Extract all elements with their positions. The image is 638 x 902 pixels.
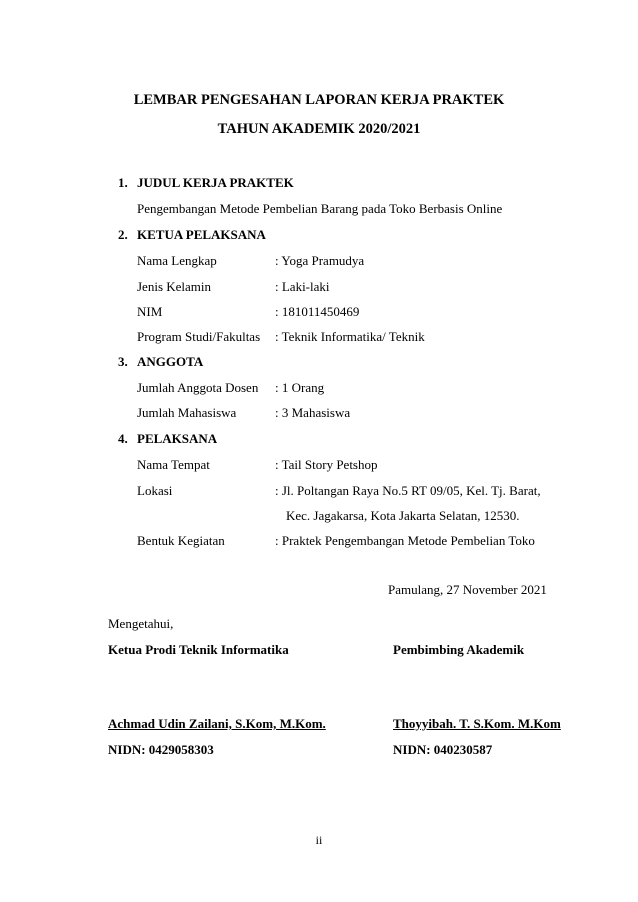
place-date: Pamulang, 27 November 2021 bbox=[388, 582, 547, 597]
field-value: : Teknik Informatika/ Teknik bbox=[275, 329, 425, 344]
page-number: ii bbox=[315, 833, 323, 847]
project-title: Pengembangan Metode Pembelian Barang pada Toko Berbasis Online bbox=[137, 201, 503, 216]
section-2-number: 2. bbox=[118, 227, 128, 242]
right-signatory-role: Pembimbing Akademik bbox=[393, 642, 525, 657]
field-value: : Praktek Pengembangan Metode Pembelian Toko bbox=[275, 533, 535, 548]
left-signatory-role: Ketua Prodi Teknik Informatika bbox=[108, 642, 289, 657]
field-value: : 3 Mahasiswa bbox=[275, 405, 351, 420]
field-label: Lokasi bbox=[137, 483, 173, 498]
section-1-heading: JUDUL KERJA PRAKTEK bbox=[137, 175, 294, 190]
field-value: : 1 Orang bbox=[275, 380, 325, 395]
acknowledgement-label: Mengetahui, bbox=[108, 616, 174, 631]
left-signatory-nidn: NIDN: 0429058303 bbox=[108, 742, 214, 757]
field-label: Program Studi/Fakultas bbox=[137, 329, 261, 344]
section-4-heading: PELAKSANA bbox=[137, 431, 218, 446]
field-label: Bentuk Kegiatan bbox=[137, 533, 225, 548]
right-signatory-name: Thoyyibah. T. S.Kom. M.Kom bbox=[393, 716, 561, 731]
field-label: Nama Tempat bbox=[137, 457, 210, 472]
section-4-number: 4. bbox=[118, 431, 128, 446]
section-2-heading: KETUA PELAKSANA bbox=[137, 227, 266, 242]
academic-year-title: TAHUN AKADEMIK 2020/2021 bbox=[217, 121, 421, 137]
document-title: LEMBAR PENGESAHAN LAPORAN KERJA PRAKTEK bbox=[133, 92, 505, 108]
left-signatory-name: Achmad Udin Zailani, S.Kom, M.Kom. bbox=[108, 716, 326, 731]
field-value: : 181011450469 bbox=[275, 304, 360, 319]
section-1-number: 1. bbox=[118, 175, 128, 190]
field-label: NIM bbox=[137, 304, 163, 319]
field-value-continuation: Kec. Jagakarsa, Kota Jakarta Selatan, 12530. bbox=[286, 508, 520, 523]
right-signatory-nidn: NIDN: 040230587 bbox=[393, 742, 493, 757]
field-value: : Jl. Poltangan Raya No.5 RT 09/05, Kel. Tj. Barat, bbox=[275, 483, 541, 498]
field-label: Jenis Kelamin bbox=[137, 279, 212, 294]
section-3-heading: ANGGOTA bbox=[137, 354, 204, 369]
field-value: : Yoga Pramudya bbox=[275, 253, 365, 268]
field-value: : Laki-laki bbox=[275, 279, 330, 294]
section-3-number: 3. bbox=[118, 354, 128, 369]
field-value: : Tail Story Petshop bbox=[275, 457, 378, 472]
field-label: Nama Lengkap bbox=[137, 253, 217, 268]
field-label: Jumlah Anggota Dosen bbox=[137, 380, 259, 395]
field-label: Jumlah Mahasiswa bbox=[137, 405, 237, 420]
